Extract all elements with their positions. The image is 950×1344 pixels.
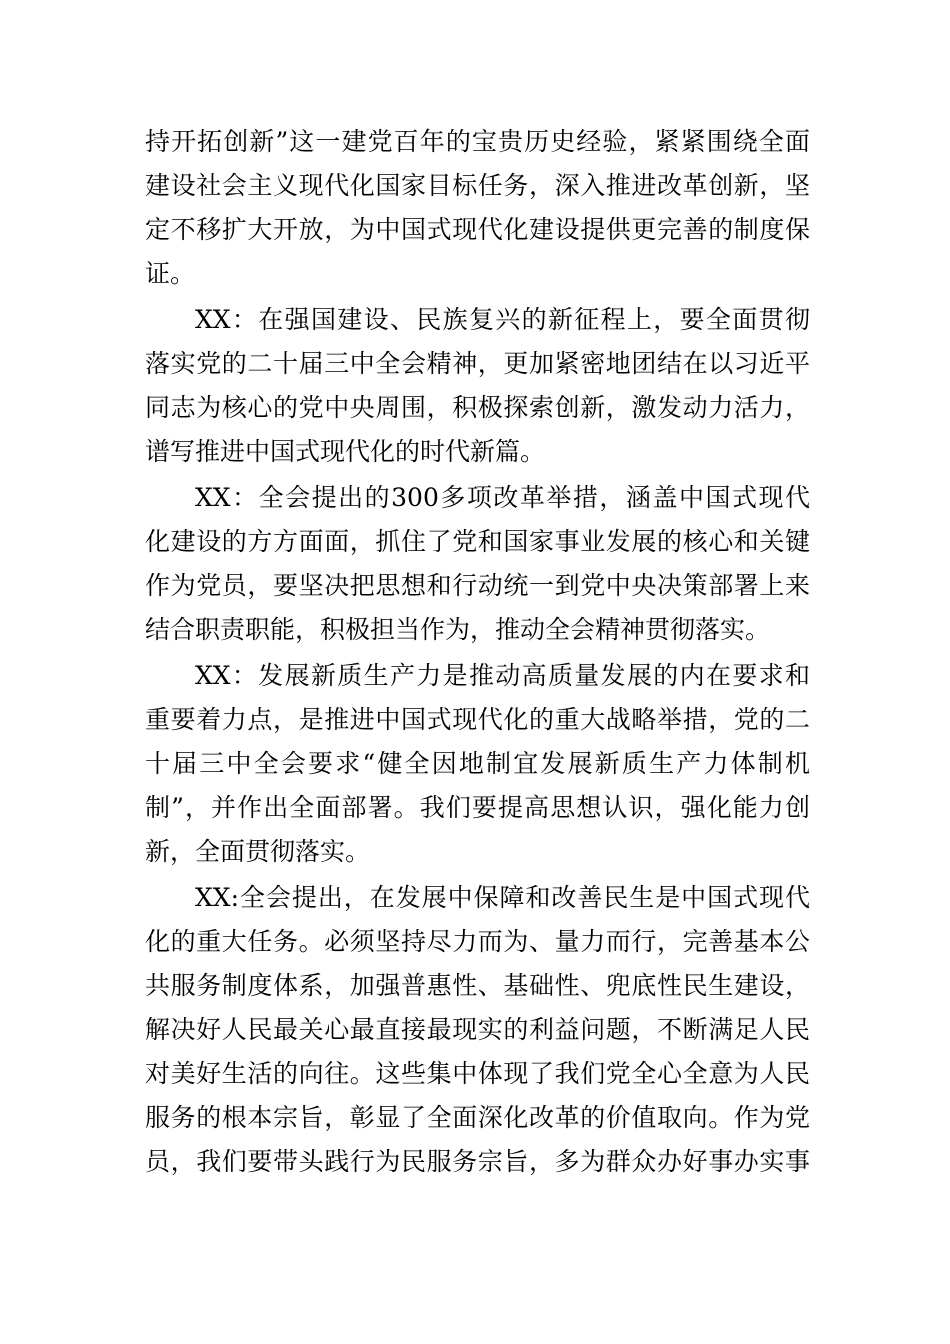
text-line: 作为党员，要坚决把思想和行动统一到党中央决策部署上来 — [145, 571, 810, 600]
text-line: 服务的根本宗旨，彰显了全面深化改革的价值取向。作为党 — [145, 1103, 810, 1132]
paragraph-first-line: XX：在强国建设、民族复兴的新征程上，要全面贯彻 — [195, 305, 810, 334]
text-line: 持开拓创新”这一建党百年的宝贵历史经验，紧紧围绕全面 — [145, 127, 810, 156]
text-line: 谱写推进中国式现代化的时代新篇。 — [145, 437, 546, 466]
text-line: 解决好人民最关心最直接最现实的利益问题，不断满足人民 — [145, 1015, 810, 1044]
text-line: 对美好生活的向往。这些集中体现了我们党全心全意为人民 — [145, 1059, 810, 1088]
text-line: 同志为核心的党中央周围，积极探索创新，激发动力活力， — [145, 393, 810, 422]
paragraph-first-line: XX：全会提出的300多项改革举措，涵盖中国式现代 — [195, 483, 810, 512]
text-line: 定不移扩大开放，为中国式现代化建设提供更完善的制度保 — [145, 215, 810, 244]
text-line: 证。 — [145, 259, 196, 288]
text-line: 化建设的方方面面，抓住了党和国家事业发展的核心和关键 — [145, 527, 810, 556]
paragraph-first-line: XX:全会提出，在发展中保障和改善民生是中国式现代 — [195, 883, 810, 912]
text-line: 结合职责职能，积极担当作为，推动全会精神贯彻落实。 — [145, 615, 771, 644]
text-line: 员，我们要带头践行为民服务宗旨，多为群众办好事办实事 — [145, 1147, 810, 1176]
text-line: 十届三中全会要求“健全因地制宜发展新质生产力体制机 — [145, 749, 810, 778]
text-line: 建设社会主义现代化国家目标任务，深入推进改革创新，坚 — [145, 171, 810, 200]
text-line: 重要着力点，是推进中国式现代化的重大战略举措，党的二 — [145, 705, 810, 734]
text-line: 落实党的二十届三中全会精神，更加紧密地团结在以习近平 — [145, 349, 810, 378]
paragraph-first-line: XX：发展新质生产力是推动高质量发展的内在要求和 — [195, 661, 810, 690]
text-line: 制”，并作出全面部署。我们要提高思想认识，强化能力创 — [145, 793, 810, 822]
text-line: 新，全面贯彻落实。 — [145, 837, 371, 866]
text-line: 化的重大任务。必须坚持尽力而为、量力而行，完善基本公 — [145, 927, 810, 956]
text-line: 共服务制度体系，加强普惠性、基础性、兜底性民生建设， — [145, 971, 810, 1000]
